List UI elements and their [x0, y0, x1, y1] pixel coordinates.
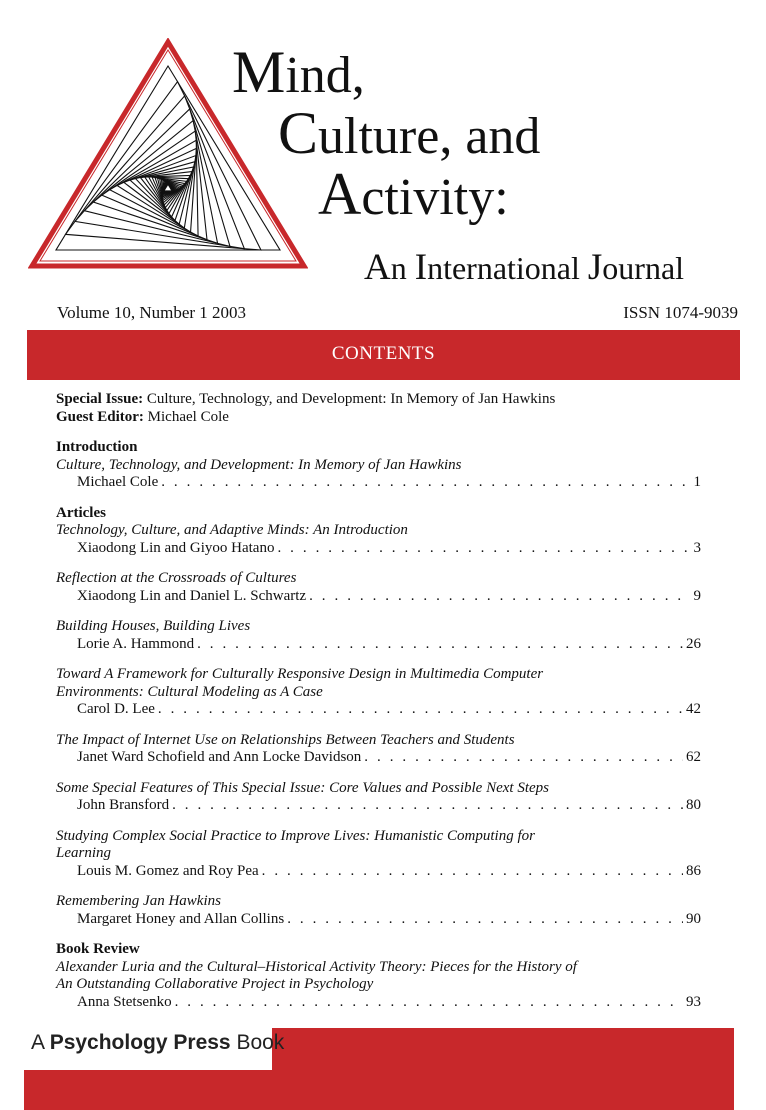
toc-entry: [56, 780, 701, 815]
toc-entry: [56, 570, 701, 605]
article-title: Reflection at the Crossroads of Cultures: [56, 570, 297, 586]
article-author: Xiaodong Lin and Giyoo Hatano: [77, 539, 275, 556]
article-author: Louis M. Gomez and Roy Pea: [77, 862, 259, 879]
article-title: The Impact of Internet Use on Relationships Between Teachers and Students: [56, 731, 515, 748]
guest-editor-line: Guest Editor: Michael Cole: [56, 408, 229, 425]
article-author: John Bransford: [77, 797, 170, 813]
toc-entry: [56, 828, 701, 881]
article-page: 62: [686, 749, 701, 765]
article-title: Technology, Culture, and Adaptive Minds: An Introduction: [56, 522, 408, 538]
article-author: Lorie A. Hammond: [77, 635, 195, 652]
section-heading-articles: Articles: [56, 504, 106, 521]
article-title-continued: Environments: Cultural Modeling as A Case: [56, 683, 323, 700]
section-heading-book-review: Book Review: [56, 941, 140, 957]
article-author: Janet Ward Schofield and Ann Locke Davidson: [77, 749, 362, 765]
article-title: Studying Complex Social Practice to Improve Lives: Humanistic Computing for: [56, 827, 535, 844]
article-page: 26: [686, 635, 701, 652]
publisher-imprint: A Psychology Press Book: [31, 1031, 285, 1054]
toc-entry: [56, 618, 701, 653]
article-page: 90: [686, 910, 701, 927]
article-page: 42: [686, 701, 701, 717]
article-page: 9: [693, 587, 701, 604]
article-author: Xiaodong Lin and Daniel L. Schwartz: [77, 587, 307, 604]
article-author: Carol D. Lee: [77, 701, 155, 717]
contents-label: CONTENTS: [331, 343, 436, 364]
article-author: Michael Cole: [77, 474, 159, 490]
article-page: 3: [693, 539, 701, 556]
article-page: 80: [686, 797, 701, 813]
article-title-continued: Learning: [56, 845, 112, 861]
article-page: 86: [686, 862, 701, 879]
journal-title-line-1: Mind,: [232, 39, 365, 105]
article-title: Building Houses, Building Lives: [56, 618, 251, 634]
toc-entry: [56, 732, 701, 767]
article-title: Culture, Technology, and Development: In Memory of Jan Hawkins: [56, 456, 462, 473]
volume-number: Volume 10, Number 1 2003: [57, 303, 247, 322]
article-author: Anna Stetsenko: [77, 993, 172, 1010]
toc-entry: [56, 457, 701, 492]
article-author: Margaret Honey and Allan Collins: [77, 910, 285, 927]
issn: ISSN 1074-9039: [623, 303, 738, 322]
article-page: 93: [686, 993, 701, 1010]
toc-entry: [56, 893, 701, 928]
article-title: Toward A Framework for Culturally Responsive Design in Multimedia Computer: [56, 666, 544, 682]
toc-entry: [56, 666, 701, 719]
special-issue-line: Special Issue: Culture, Technology, and Development: In Memory of Jan Hawkins: [56, 391, 556, 407]
toc-entry: [56, 959, 701, 1012]
article-title-continued: An Outstanding Collaborative Project in Psychology: [56, 976, 374, 992]
article-page: 1: [693, 474, 701, 490]
section-heading-introduction: Introduction: [56, 439, 138, 455]
article-title: Remembering Jan Hawkins: [56, 893, 221, 909]
contents-banner: [27, 330, 740, 380]
journal-title-line-2: Culture, and: [278, 100, 541, 166]
toc-entry: [56, 522, 701, 557]
journal-title-line-3: Activity:: [318, 161, 509, 227]
journal-subtitle: An International Journal: [364, 247, 685, 288]
article-title: Some Special Features of This Special Issue: Core Values and Possible Next Steps: [56, 779, 549, 796]
article-title: Alexander Luria and the Cultural–Historical Activity Theory: Pieces for the History of: [56, 958, 577, 975]
table-of-contents: [56, 391, 701, 1011]
